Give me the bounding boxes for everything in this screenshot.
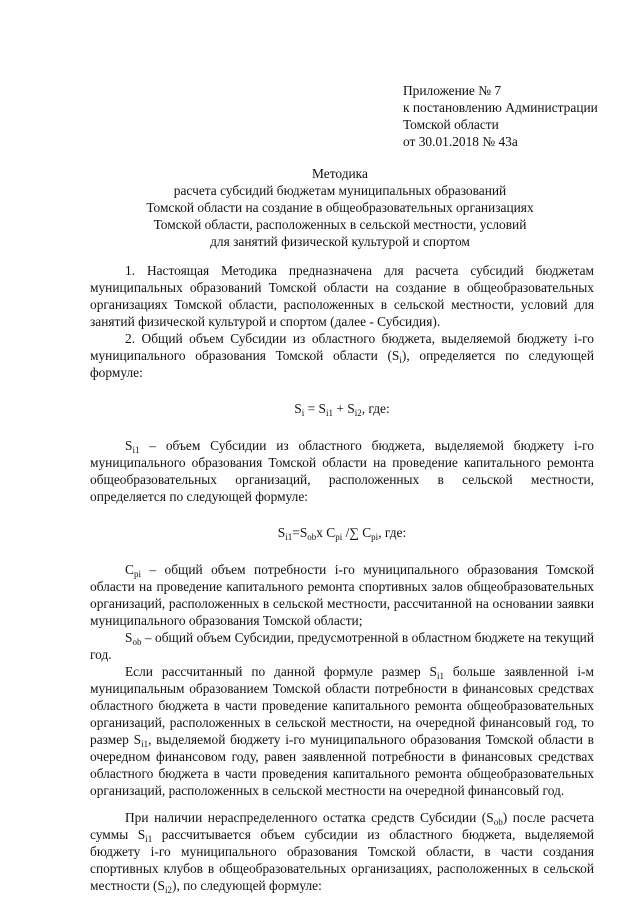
- subscript: i1: [132, 445, 140, 455]
- text-run: = S: [304, 401, 326, 416]
- text-run: + S: [332, 401, 355, 416]
- subscript: i1: [141, 739, 149, 749]
- annex-block: [403, 82, 623, 150]
- subscript: ob: [493, 817, 503, 827]
- annex-line: Томской области: [403, 117, 499, 132]
- paragraph-5: [90, 629, 594, 663]
- subscript: i: [301, 408, 305, 418]
- text-run: S: [125, 630, 133, 645]
- annex-line: от 30.01.2018 № 43а: [403, 134, 518, 149]
- text-run: =S: [292, 525, 308, 540]
- text-run: – объем Субсидии из областного бюджета, выделяемой бюджету i-го муниципального образования Томской области на проведение капитального ремонта общеобразовательных организаций, расположенных в сельской местности, определяется по следующей формуле:: [90, 438, 594, 504]
- subscript: i1: [285, 532, 293, 542]
- subscript: ob: [132, 637, 142, 647]
- text-run: , выделяемой бюджету i-го муниципального образования Томской области в очередном финансовом году, равен заявленной потребности в финансовых средствах областного бюджета в части проведения капитального ремонта общеобразовательных организаций, расположенных в сельской местности на очередной финансовый год.: [90, 732, 594, 798]
- text-run: C: [125, 562, 134, 577]
- subscript: pi: [335, 532, 343, 542]
- subscript: i1: [145, 834, 153, 844]
- subscript: i2: [354, 408, 362, 418]
- title-line: для занятий физической культурой и спортом: [210, 234, 470, 249]
- text-run: – общий объем потребности i-го муниципального образования Томской области на проведение капитального ремонта спортивных залов общеобразовательных организаций, расположенных в сельской местности, рассчитанной на основании заявки муниципального образования Томской области;: [90, 562, 594, 628]
- subscript: i1: [325, 408, 333, 418]
- document-title: [100, 165, 580, 250]
- text-run: 2. Общий объем Субсидии из областного бюджета, выделяемой бюджету i-го муниципального образования Томской области (S: [90, 331, 594, 363]
- text-run: , где:: [378, 525, 407, 540]
- text-run: /∑ C: [342, 525, 372, 540]
- subscript: i2: [164, 885, 172, 895]
- subscript: pi: [371, 532, 379, 542]
- text-run: S: [294, 401, 302, 416]
- text-run: , где:: [361, 401, 390, 416]
- text-run: Если рассчитанный по данной формуле размер S: [125, 664, 437, 679]
- subscript: i: [399, 355, 402, 365]
- text-run: S: [277, 525, 286, 540]
- formula-1: [90, 400, 594, 417]
- text-run: x C: [316, 525, 336, 540]
- title-line: Томской области, расположенных в сельской местности, условий: [153, 217, 527, 232]
- text-run: При наличии нераспределенного остатка средств Субсидии (S: [125, 810, 494, 825]
- paragraph-3: [90, 437, 594, 505]
- text-run: ), определяется по следующей формуле:: [90, 348, 594, 380]
- annex-line: Приложение № 7: [403, 83, 502, 98]
- annex-line: к постановлению Администрации: [403, 100, 598, 115]
- subscript: i1: [436, 671, 444, 681]
- text-run: ) после расчета суммы S: [90, 810, 595, 842]
- formula-2: [90, 524, 594, 541]
- text-run: ), по следующей формуле:: [171, 878, 322, 893]
- subscript: pi: [133, 569, 141, 579]
- title-line: Методика: [312, 166, 368, 181]
- document-body: [90, 262, 594, 894]
- paragraph-2: [90, 330, 594, 381]
- paragraph-gap: [90, 799, 594, 809]
- text-run: рассчитывается объем субсидии из областного бюджета, выделяемой бюджету i-го муниципального образования Томской области, в части создания спортивных клубов в общеобразовательных организациях, расположенных в сельской местности (S: [90, 827, 594, 893]
- text-run: больше заявленной i-м муниципальным образованием Томской области потребности в финансовых средствах областного бюджета в части проведение капитального ремонта общеобразовательных организаций, расположенных в сельской местности, на очередной финансовый год, то размер S: [90, 664, 594, 747]
- paragraph-4: [90, 561, 594, 629]
- paragraph-7: [90, 809, 594, 894]
- title-line: Томской области на создание в общеобразовательных организациях: [146, 200, 534, 215]
- text-run: S: [125, 438, 133, 453]
- paragraph-6: [90, 663, 594, 799]
- subscript: ob: [307, 532, 317, 542]
- text-run: – общий объем Субсидии, предусмотренной в областном бюджете на текущий год.: [90, 630, 594, 662]
- paragraph-1: 1. Настоящая Методика предназначена для расчета субсидий бюджетам муниципальных образований Томской области на создание в общеобразовательных организациях Томской области, расположенных в сельской местности, условий для занятий физической культурой и спортом (далее - Субсидия).: [90, 263, 594, 329]
- title-line: расчета субсидий бюджетам муниципальных образований: [173, 183, 507, 198]
